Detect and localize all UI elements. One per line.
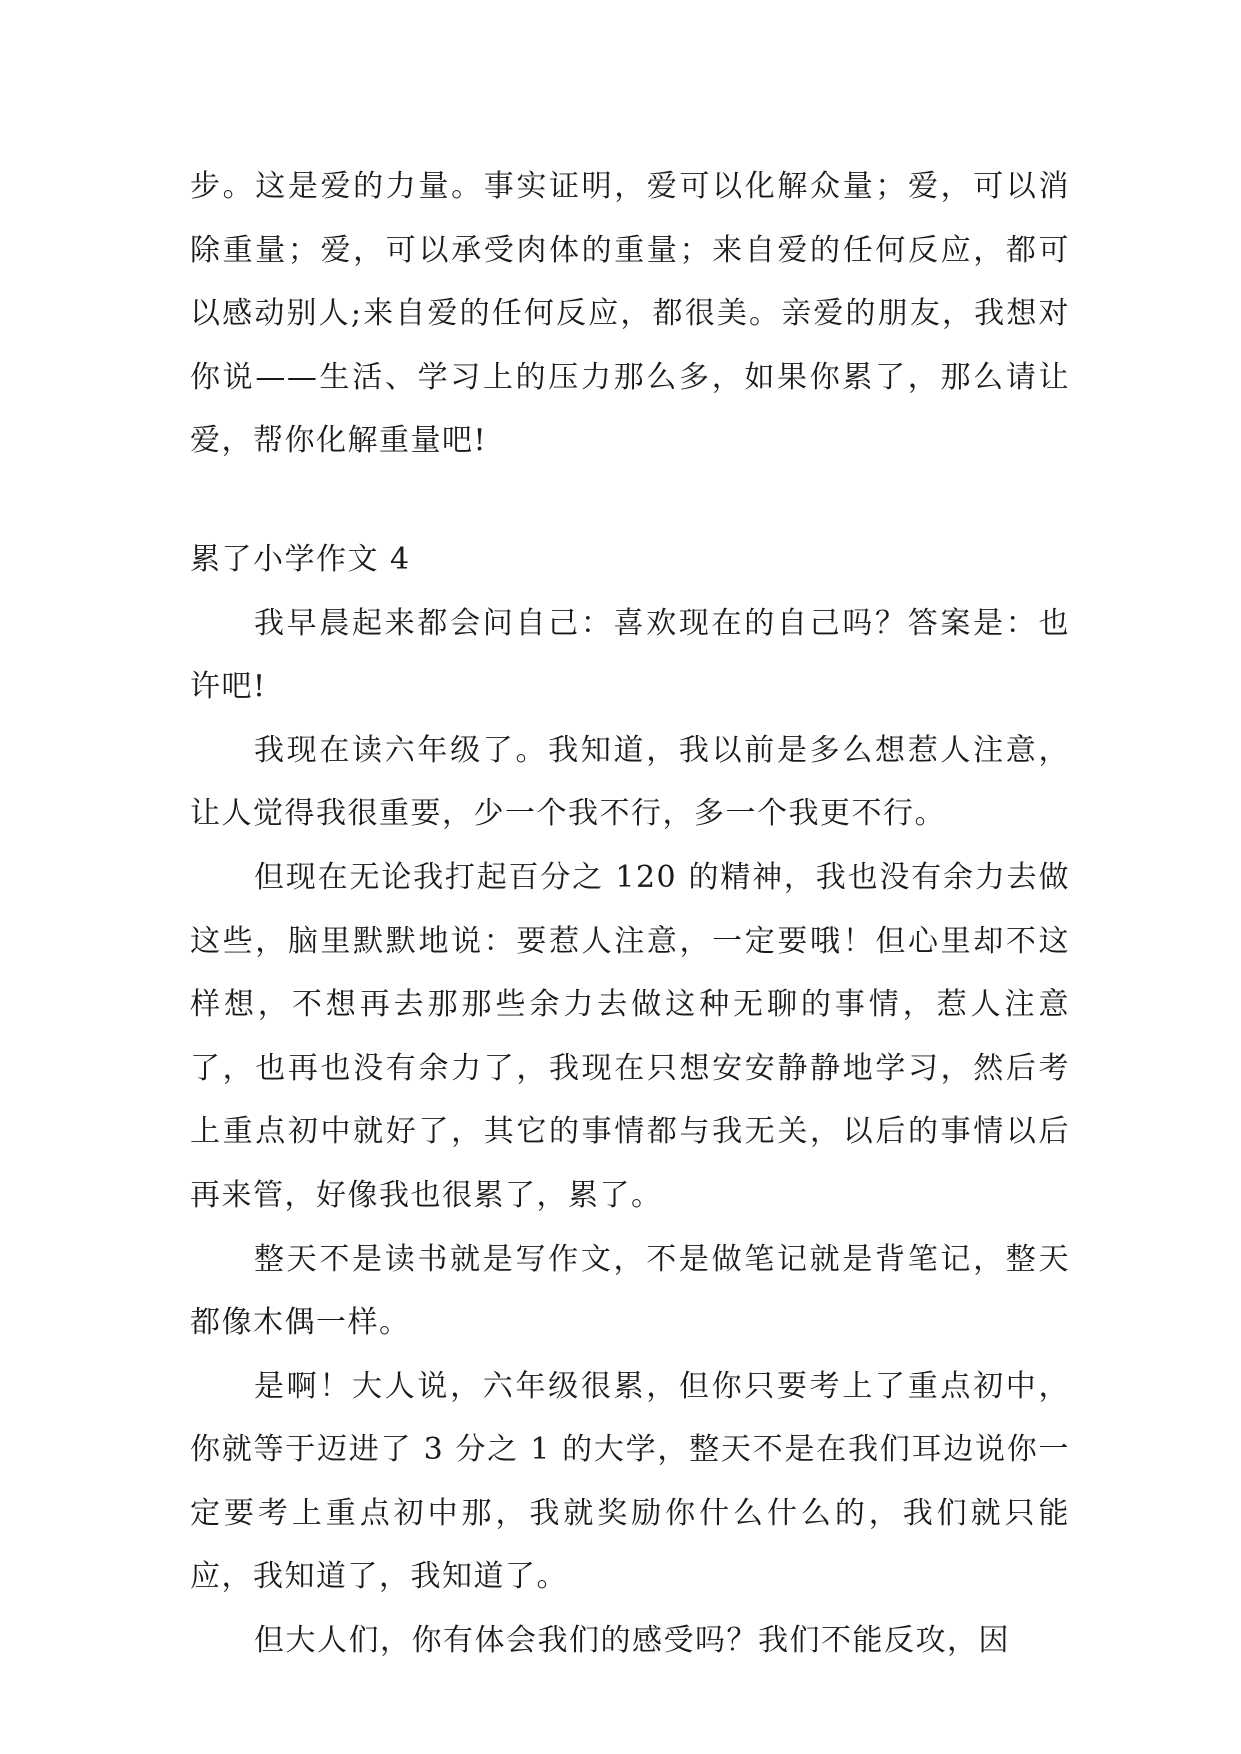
paragraph-4: 整天不是读书就是写作文，不是做笔记就是背笔记，整天都像木偶一样。 [190,1241,1070,1341]
document-body [190,155,1070,1673]
paragraph-6: 但大人们，你有体会我们的感受吗？我们不能反攻，因 [254,1623,1010,1659]
paragraph-1: 我早晨起来都会问自己：喜欢现在的自己吗？答案是：也许吧! [190,605,1070,705]
paragraph-2: 我现在读六年级了。我知道，我以前是多么想惹人注意，让人觉得我很重要，少一个我不行，多一个我更不行。 [190,732,1070,832]
paragraph-3: 但现在无论我打起百分之 120 的精神，我也没有余力去做这些，脑里默默地说：要惹人注意，一定要哦！但心里却不这样想，不想再去那那些余力去做这种无聊的事情，惹人注意了，也再也没有余力了，我现在只想安安静静地学习，然后考上重点初中就好了，其它的事情都与我无关，以后的事情以后再来管，好像我也很累了，累了。 [190,859,1070,1213]
intro-paragraph: 步。这是爱的力量。事实证明，爱可以化解众量；爱，可以消除重量；爱，可以承受肉体的重量；来自爱的任何反应，都可以感动别人;来自爱的任何反应，都很美。亲爱的朋友，我想对你说——生活、学习上的压力那么多，如果你累了，那么请让爱，帮你化解重量吧! [190,169,1070,459]
paragraph-5: 是啊！大人说，六年级很累，但你只要考上了重点初中，你就等于迈进了 3 分之 1 的大学，整天不是在我们耳边说你一定要考上重点初中那，我就奖励你什么什么的，我们就只能应，我知道了，我知道了。 [190,1368,1070,1595]
section-title: 累了小学作文 4 [190,541,411,577]
